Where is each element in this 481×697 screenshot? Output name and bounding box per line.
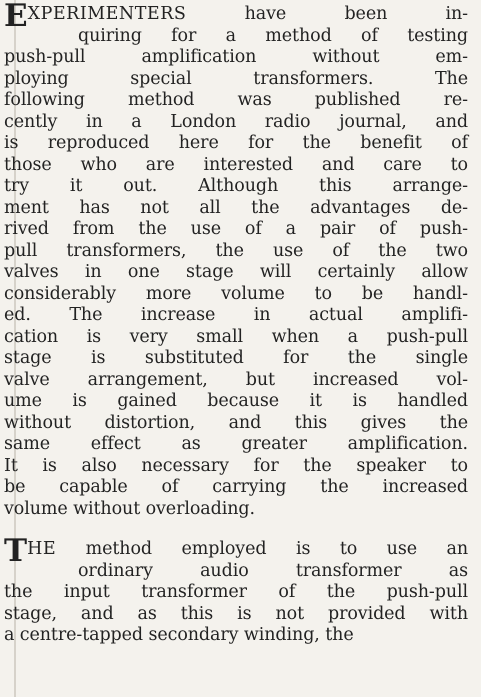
- text-line: valves in one stage will certainly allow: [4, 262, 468, 282]
- text-line: push-pull amplification without em-: [4, 47, 468, 67]
- text-line: without distortion, and this gives the: [4, 412, 468, 433]
- text-line: ordinary audio transformer as: [78, 560, 468, 581]
- text-line: ume is gained because it is handled: [4, 391, 468, 411]
- text-line: try it out. Although this arrange-: [4, 176, 468, 196]
- text-line: a centre-tapped secondary winding, the: [4, 625, 354, 645]
- text-line: be capable of carrying the increased: [4, 477, 468, 497]
- drop-cap: T: [4, 533, 28, 569]
- text-line: is reproduced here for the benefit of: [4, 133, 468, 153]
- text-line: [4, 533, 468, 569]
- text-line: volume without overloading.: [4, 498, 255, 519]
- text-line: following method was published re-: [4, 90, 468, 110]
- line-text: have been in-: [244, 4, 468, 24]
- text-line: those who are interested and care to: [4, 154, 468, 175]
- text-line: stage, and as this is not provided with: [4, 603, 468, 624]
- text-line: ploying special transformers. The: [4, 68, 468, 89]
- text-line: same effect as greater amplification.: [4, 434, 468, 454]
- text-line: valve arrangement, but increased vol-: [4, 369, 468, 390]
- text-line: pull transformers, the use of the two: [4, 240, 468, 261]
- text-line: cently in a London radio journal, and: [4, 111, 468, 132]
- lead-caps: XPERIMENTERS: [27, 4, 187, 24]
- text-line: the input transformer of the push-pull: [4, 582, 468, 602]
- lead-caps: HE: [27, 539, 57, 559]
- paragraph-2: [4, 533, 468, 647]
- text-line: [4, 0, 468, 34]
- paragraph-gap: [40, 520, 468, 539]
- text-line: It is also necessary for the speaker to: [4, 455, 468, 476]
- text-line: ment has not all the advantages de-: [4, 197, 468, 218]
- article-column: [4, 0, 468, 647]
- text-line: quiring for a method of testing: [78, 25, 468, 46]
- drop-cap: E: [4, 0, 28, 34]
- text-line: rived from the use of a pair of push-: [4, 219, 468, 239]
- paragraph-1: [4, 0, 468, 520]
- text-line: cation is very small when a push-pull: [4, 326, 468, 347]
- text-line: stage is substituted for the single: [4, 348, 468, 368]
- text-line: considerably more volume to be handl-: [4, 283, 468, 304]
- line-text: method employed is to use an: [85, 539, 468, 559]
- text-line: ed. The increase in actual amplifi-: [4, 305, 468, 325]
